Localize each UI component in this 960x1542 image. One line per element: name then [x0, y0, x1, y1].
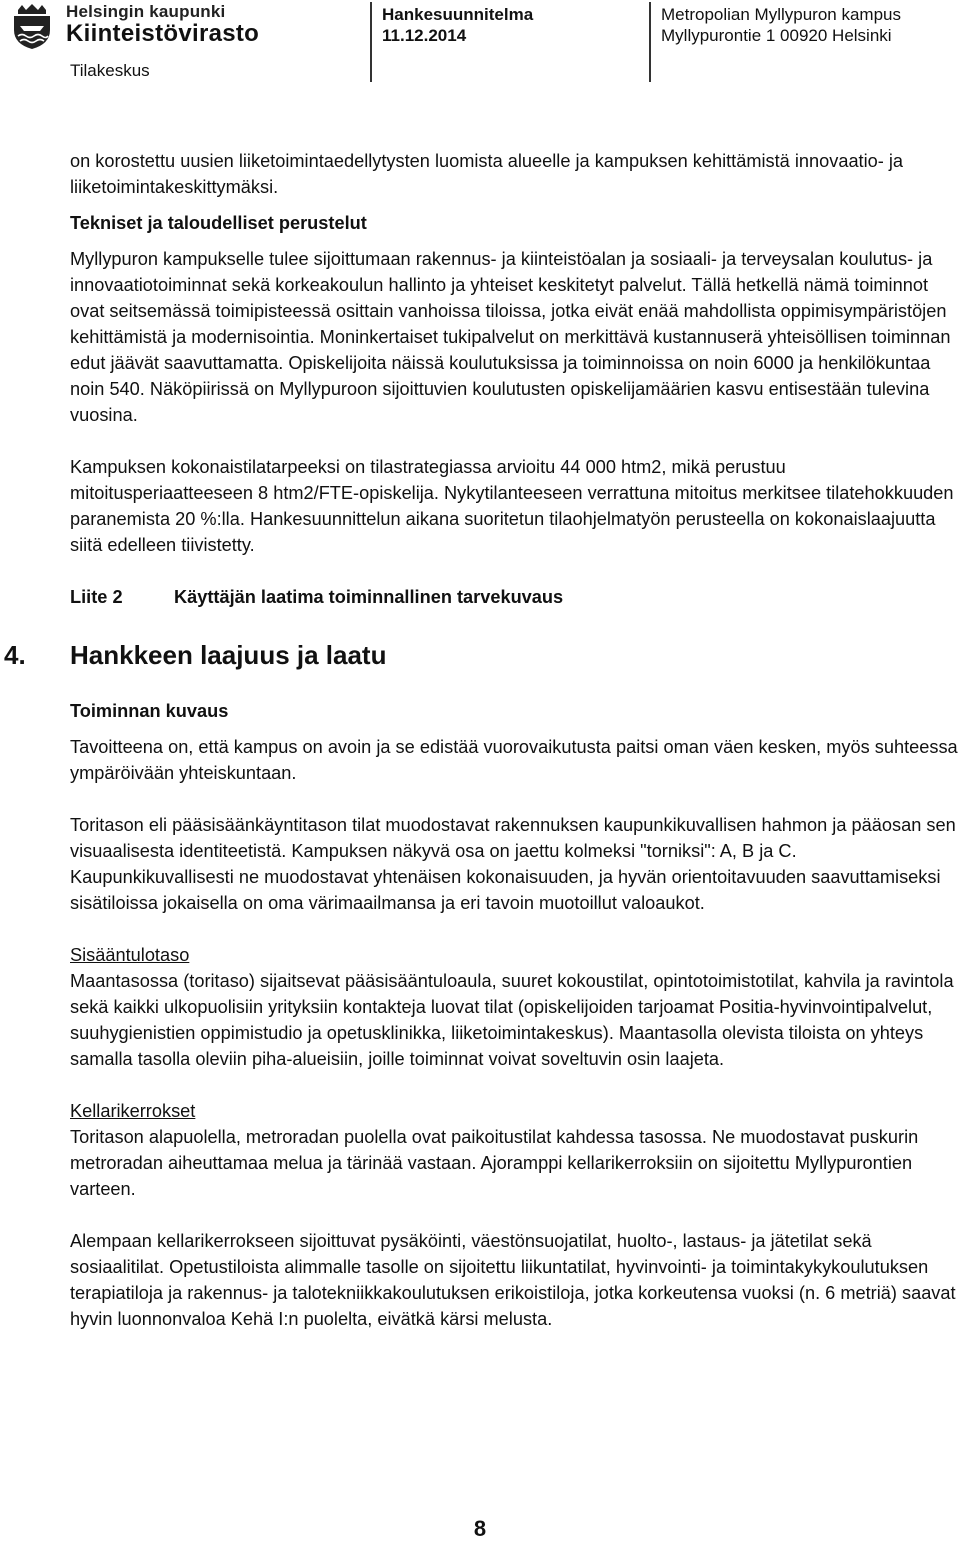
square-level-paragraph: Toritason eli pääsisäänkäyntitason tilat muodostavat rakennuksen kaupunkikuvallisen hahmon ja pääosan sen visuaalisesta identiteetistä. Kampuksen näkyvä osa on jaettu kolmeksi "torniksi": A, B ja C. Kaupunkikuvallisesti ne muodostavat yhtenäisen kokonaisuuden, ja hyvän orientoitavuuden saavuttamiseksi sisätiloissa jokaisella on oma värimaailmansa ja eri tavoin muotoillut valoaukot. [70, 815, 956, 913]
header-divider [370, 2, 372, 82]
tech-heading: Tekniset ja taloudelliset perustelut [70, 213, 367, 233]
section-number: 4. [4, 640, 26, 670]
basement-paragraph: Toritason alapuolella, metroradan puolella ovat paikoitustilat kahdessa tasossa. Ne muodostavat puskurin metroradan aiheuttamaa melua ja tärinää vastaan. Ajoramppi kellarikerroksiin on sijoitettu Myllypurontien varteen. [70, 1127, 919, 1199]
lower-basement-paragraph: Alempaan kellarikerrokseen sijoittuvat pysäköinti, väestönsuojatilat, huolto-, lastaus- ja jätetilat sekä sosiaalitilat. Opetustiloista alimmalle tasolle on sijoitettu liikuntatilat, hyvinvointi- ja toimintakykykoulutuksen terapiatiloja ja rakennus- ja talotekniikkakoulutuksen erikoistiloja, jotka korkeutensa vuoksi (n. 6 metriä) saavat hyvin luonnonvaloa Kehä I:n puolelta, eivätkä kärsi melusta. [70, 1231, 956, 1329]
entrance-heading: Sisääntulotaso [70, 945, 190, 965]
goal-paragraph: Tavoitteena on, että kampus on avoin ja se edistää vuorovaikutusta paitsi oman väen kesken, myös suhteessa ympäröivään yhteiskuntaan. [70, 737, 958, 783]
header-divider [649, 2, 651, 82]
section-heading [4, 640, 958, 670]
intro-continuation: on korostettu uusien liiketoimintaedellytysten luomista alueelle ja kampuksen kehittämistä innovaatio- ja liiketoimintakeskittymäksi. [70, 151, 904, 197]
space-paragraph: Kampuksen kokonaistilatarpeeksi on tilastrategiassa arvioitu 44 000 htm2, mikä perustuu mitoitusperiaatteeseen 8 htm2/FTE-opiskelija. Nykytilanteeseen verrattuna mitoitus merkitsee tilatehokkuuden paranemista 20 %:lla. Hankesuunnittelun aikana suoritetun tilaohjelmatyön perusteella on kokonaislaajuutta siitä edelleen tiivistetty. [70, 457, 954, 555]
document-body [4, 148, 958, 1332]
section-title: Hankkeen laajuus ja laatu [70, 640, 387, 670]
page-number: 8 [473, 1516, 487, 1541]
org-unit: Tilakeskus [70, 61, 150, 80]
org-city: Helsingin kaupunki [66, 2, 226, 21]
appendix-label: Liite 2 [70, 587, 123, 607]
document-type: Hankesuunnitelma [382, 5, 534, 24]
appendix-reference [70, 584, 958, 610]
document-header [0, 0, 960, 84]
campus-address: Myllypurontie 1 00920 Helsinki [661, 26, 892, 45]
campus-name: Metropolian Myllypuron kampus [661, 5, 901, 24]
tech-paragraph: Myllypuron kampukselle tulee sijoittumaan rakennus- ja kiinteistöalan ja sosiaali- ja terveysalan koulutus- ja innovaatiotoiminnat sekä korkeakoulun hallinto ja yhteiset keskitetyt palvelut. Tällä hetkellä nämä toiminnot ovat seitsemässä toimipisteessä osittain vanhoissa tiloissa, jotka eivät enää mahdollista oppimisympäristöjen kehittämistä ja modernisointia. Moninkertaiset tukipalvelut on merkittävä kustannuserä yhteisöllisen toiminnan edut jäävät saavuttamatta. Opiskelijoita näissä koulutuksissa ja toiminnoissa on noin 6000 ja henkilökuntaa noin 540. Näköpiirissä on Myllypuroon sijoittuvien koulutusten opiskelijamäärien kasvu entisestään tulevina vuosina. [70, 249, 951, 425]
appendix-text: Käyttäjän laatima toiminnallinen tarvekuvaus [174, 587, 564, 607]
entrance-paragraph: Maantasossa (toritaso) sijaitsevat pääsisääntuloaula, suuret kokoustilat, opintotoimistotilat, kahvila ja ravintola sekä kaikki ulkopuolisiin yrityksiin kontakteja luovat tilat (opiskelijoiden tarjoamat Positia-hyvinvointipalvelut, suuhygienistien oppimistudio ja opetusklinikka, liiketoimintakeskus). Maantasolla olevista tiloista on yhteys samalla tasolla oleviin piha-alueisiin, joille toiminnat voivat soveltuvin osin laajeta. [70, 971, 954, 1069]
org-office: Kiinteistövirasto [66, 20, 260, 47]
document-date: 11.12.2014 [382, 26, 467, 45]
helsinki-crest-icon [6, 4, 58, 50]
basement-heading: Kellarikerrokset [70, 1101, 196, 1121]
activity-heading: Toiminnan kuvaus [70, 701, 229, 721]
